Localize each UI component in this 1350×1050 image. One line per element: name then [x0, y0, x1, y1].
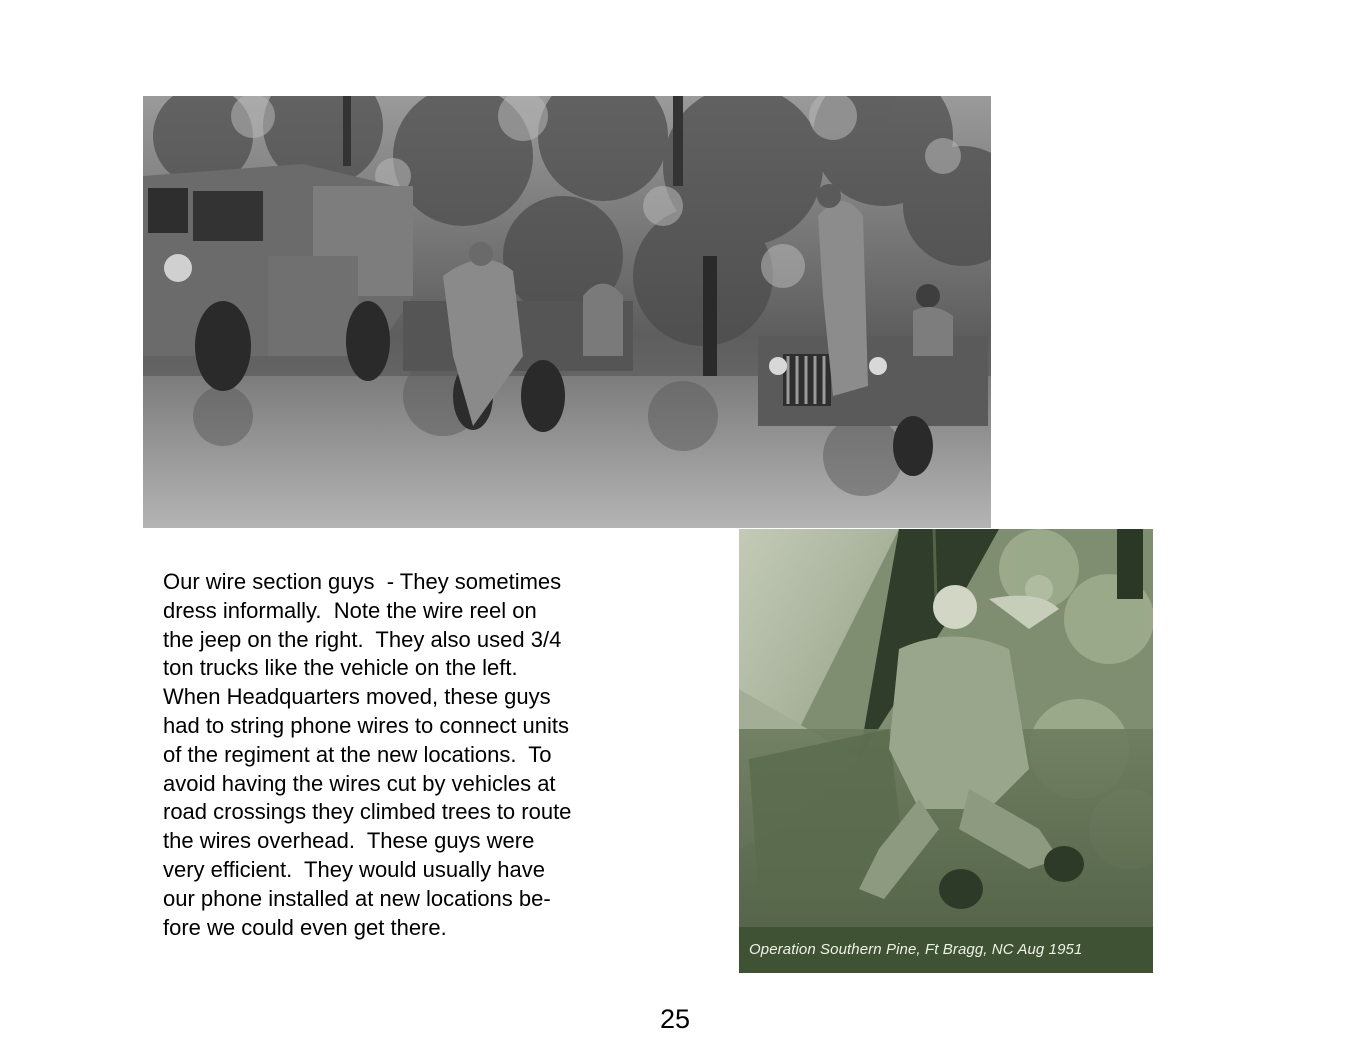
body-line: When Headquarters moved, these guys — [163, 684, 551, 710]
photo-operation-southern-pine-image — [739, 529, 1153, 973]
body-line: dress informally. Note the wire reel on — [163, 597, 537, 623]
photo-operation-southern-pine — [739, 529, 1153, 973]
body-paragraph — [163, 568, 653, 942]
body-line: the jeep on the right. They also used 3/4 — [163, 626, 562, 652]
body-line: Our wire section guys - They sometimes — [163, 569, 562, 594]
body-line: very efficient. They would usually have — [163, 856, 545, 882]
body-line: fore we could even get there. — [163, 914, 447, 940]
body-line: avoid having the wires cut by vehicles at — [163, 770, 556, 796]
body-line: road crossings they climbed trees to route — [163, 799, 572, 825]
photo-caption: Operation Southern Pine, Ft Bragg, NC Aug 1951 — [749, 941, 1083, 958]
photo-wire-section-vehicles-image — [143, 96, 991, 528]
page-number: 25 — [659, 1004, 691, 1034]
body-line: ton trucks like the vehicle on the left. — [163, 655, 518, 681]
photo-wire-section-vehicles — [143, 96, 991, 528]
body-line: our phone installed at new locations be- — [163, 885, 551, 911]
body-line: had to string phone wires to connect units — [163, 712, 570, 738]
body-line: the wires overhead. These guys were — [163, 828, 535, 854]
body-line: of the regiment at the new locations. To — [163, 741, 552, 767]
